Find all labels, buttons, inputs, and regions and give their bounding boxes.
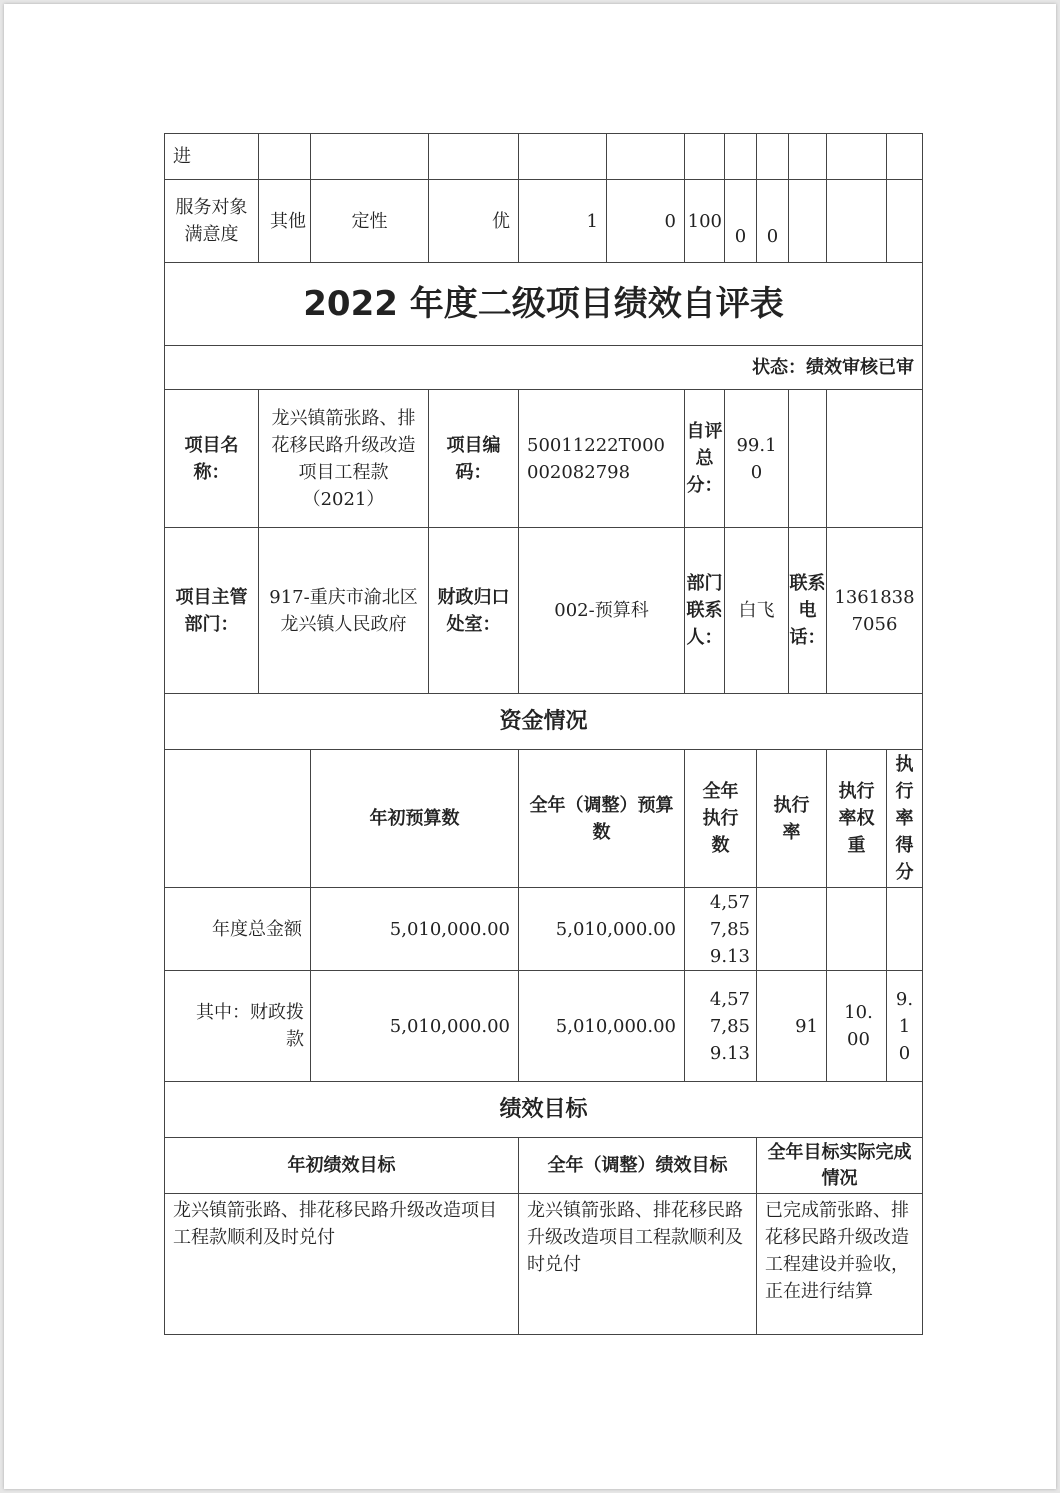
funds-header-executed: 全年执行数 [684, 749, 756, 887]
funds-header-weight: 执行率权重 [826, 749, 886, 887]
satisfaction-value-1: 1 [518, 179, 606, 262]
contact-value: 白飞 [724, 527, 788, 693]
prev-row1-label: 进 [164, 133, 258, 179]
goals-actual-text: 已完成箭张路、排花移民路升级改造工程建设并验收，正在进行结算 [756, 1193, 923, 1335]
satisfaction-nature: 定性 [310, 179, 428, 262]
funds-row-weight [826, 887, 886, 970]
goals-header-initial: 年初绩效目标 [164, 1137, 518, 1193]
funds-row-adjusted: 5,010,000.00 [518, 887, 684, 970]
prev-row1-cell [606, 133, 684, 179]
funds-header-score: 执行率得分 [886, 749, 923, 887]
prev-row1-cell [788, 133, 826, 179]
document-page [4, 4, 1056, 1489]
satisfaction-cell [788, 179, 826, 262]
department-value: 917-重庆市渝北区龙兴镇人民政府 [258, 527, 428, 693]
funds-row-weight: 10.00 [826, 970, 886, 1081]
funds-heading: 资金情况 [164, 693, 923, 749]
funds-row-initial: 5,010,000.00 [310, 970, 518, 1081]
funds-header-empty [164, 749, 310, 887]
funds-row-score: 9.10 [886, 970, 923, 1081]
satisfaction-value-4: 0 [724, 179, 756, 262]
funds-header-initial: 年初预算数 [310, 749, 518, 887]
phone-label: 联系电话： [788, 527, 826, 693]
department-label: 项目主管部门： [164, 527, 258, 693]
funds-row-rate [756, 887, 826, 970]
satisfaction-cell [826, 179, 886, 262]
project-name-label: 项目名称： [164, 389, 258, 527]
satisfaction-target: 优 [428, 179, 518, 262]
funds-row-rate: 91 [756, 970, 826, 1081]
funds-row-adjusted: 5,010,000.00 [518, 970, 684, 1081]
funds-header-adjusted: 全年（调整）预算数 [518, 749, 684, 887]
funds-row-label: 其中：财政拨款 [164, 970, 310, 1081]
goals-initial-text: 龙兴镇箭张路、排花移民路升级改造项目工程款顺利及时兑付 [164, 1193, 518, 1335]
funds-row-label: 年度总金额 [164, 887, 310, 970]
funds-row-initial: 5,010,000.00 [310, 887, 518, 970]
status-text: 状态：绩效审核已审 [164, 345, 923, 389]
finance-office-value: 002-预算科 [518, 527, 684, 693]
finance-office-label: 财政归口处室： [428, 527, 518, 693]
funds-header-rate: 执行率 [756, 749, 826, 887]
phone-value: 13618387056 [826, 527, 923, 693]
goals-header-actual: 全年目标实际完成情况 [756, 1137, 923, 1193]
self-score-value: 99.10 [724, 389, 788, 527]
contact-label: 部门联系人： [684, 527, 724, 693]
project-name-value: 龙兴镇箭张路、排花移民路升级改造项目工程款（2021） [258, 389, 428, 527]
prev-row1-cell [826, 133, 886, 179]
info-empty-cell [826, 389, 923, 527]
prev-row1-cell [756, 133, 788, 179]
satisfaction-value-5: 0 [756, 179, 788, 262]
satisfaction-value-2: 0 [606, 179, 684, 262]
prev-row1-cell [886, 133, 923, 179]
satisfaction-cell [886, 179, 923, 262]
project-code-label: 项目编码： [428, 389, 518, 527]
goals-header-adjusted: 全年（调整）绩效目标 [518, 1137, 756, 1193]
prev-row1-cell [684, 133, 724, 179]
funds-row-executed: 4,577,859.13 [684, 887, 756, 970]
self-score-label: 自评总分： [684, 389, 724, 527]
prev-row1-cell [258, 133, 310, 179]
funds-row-score [886, 887, 923, 970]
info-empty-cell [788, 389, 826, 527]
satisfaction-type: 其他 [258, 179, 310, 262]
satisfaction-label: 服务对象满意度 [164, 179, 258, 262]
prev-row1-cell [724, 133, 756, 179]
form-title: 2022 年度二级项目绩效自评表 [164, 262, 923, 345]
goals-adjusted-text: 龙兴镇箭张路、排花移民路升级改造项目工程款顺利及时兑付 [518, 1193, 756, 1335]
goals-heading: 绩效目标 [164, 1081, 923, 1137]
funds-row-executed: 4,577,859.13 [684, 970, 756, 1081]
prev-row1-cell [310, 133, 428, 179]
project-code-value: 50011222T000002082798 [518, 389, 684, 527]
prev-row1-cell [428, 133, 518, 179]
prev-row1-cell [518, 133, 606, 179]
satisfaction-value-3: 100 [684, 179, 724, 262]
